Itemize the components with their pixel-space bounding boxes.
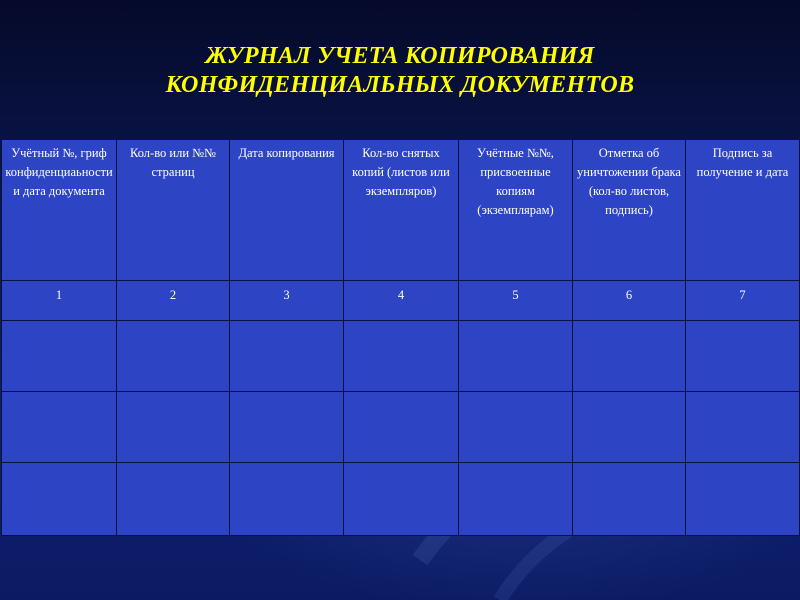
column-header: Подпись за получение и дата	[686, 140, 800, 281]
page-title	[0, 42, 800, 100]
table-cell	[686, 463, 800, 536]
table-cell	[344, 463, 459, 536]
column-header: Кол-во снятых копий (листов или экземпляров)	[344, 140, 459, 281]
table-cell	[573, 321, 686, 392]
column-number: 2	[117, 281, 230, 321]
table-cell	[459, 392, 573, 463]
table-cell	[2, 463, 117, 536]
column-number: 1	[2, 281, 117, 321]
table-cell	[117, 321, 230, 392]
table-cell	[459, 463, 573, 536]
table-cell	[573, 392, 686, 463]
table-cell	[686, 321, 800, 392]
table-cell	[230, 321, 344, 392]
column-header: Учётные №№, присвоенные копиям (экземплярам)	[459, 140, 573, 281]
table-cell	[117, 463, 230, 536]
table-row	[2, 463, 800, 536]
column-number-row	[2, 281, 800, 321]
column-number: 3	[230, 281, 344, 321]
table-cell	[573, 463, 686, 536]
table-cell	[344, 392, 459, 463]
column-header: Дата копирования	[230, 140, 344, 281]
column-number: 7	[686, 281, 800, 321]
table-cell	[2, 321, 117, 392]
table-row	[2, 321, 800, 392]
column-number: 5	[459, 281, 573, 321]
column-header: Учётный №, гриф конфиденциаьности и дата документа	[2, 140, 117, 281]
column-number: 6	[573, 281, 686, 321]
column-header: Отметка об уничтожении брака (кол-во листов, подпись)	[573, 140, 686, 281]
table-cell	[686, 392, 800, 463]
table-row	[2, 392, 800, 463]
table-cell	[459, 321, 573, 392]
table-cell	[230, 463, 344, 536]
table-cell	[117, 392, 230, 463]
table-cell	[2, 392, 117, 463]
title-line-2: КОНФИДЕНЦИАЛЬНЫХ ДОКУМЕНТОВ	[165, 72, 635, 98]
title-line-1: ЖУРНАЛ УЧЕТА КОПИРОВАНИЯ	[205, 43, 595, 69]
column-number: 4	[344, 281, 459, 321]
table-header-row	[2, 140, 800, 281]
table-cell	[344, 321, 459, 392]
column-header: Кол-во или №№ страниц	[117, 140, 230, 281]
copy-journal-table	[1, 139, 800, 536]
table-cell	[230, 392, 344, 463]
